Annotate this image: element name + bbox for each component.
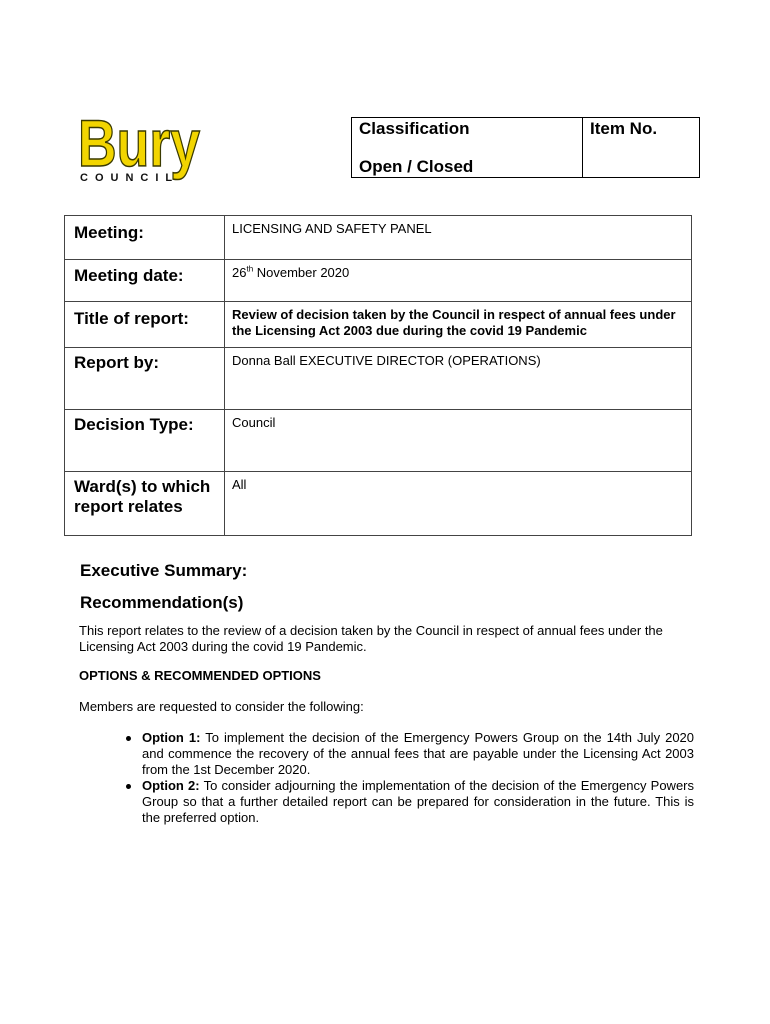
- list-item: [122, 778, 694, 826]
- table-row: [65, 472, 692, 536]
- intro-paragraph: This report relates to the review of a decision taken by the Council in respect of annual fees under the Licensing Act 2003 during the covid 19 Pandemic.: [79, 623, 663, 654]
- date-day: 26: [232, 265, 247, 280]
- option-text: To implement the decision of the Emergency Powers Group on the 14th July 2020 and commence the recovery of the annual fees that are payable under the Licensing Act 2003 from the 1st December 2020.: [142, 730, 695, 777]
- item-number-label: Item No.: [590, 119, 658, 138]
- report-by-label: Report by:: [65, 348, 225, 410]
- classification-value: Open / Closed: [359, 157, 474, 176]
- bullet-icon: [126, 736, 131, 741]
- classification-cell: [352, 118, 583, 177]
- options-list: [122, 730, 694, 826]
- table-row: [65, 216, 692, 260]
- wards-label: Ward(s) to which report relates: [65, 472, 225, 536]
- table-row: [65, 260, 692, 302]
- meeting-date-value: [225, 260, 692, 302]
- decision-type-label: Decision Type:: [65, 410, 225, 472]
- classification-box: [351, 117, 700, 178]
- table-row: [65, 302, 692, 348]
- recommendations-heading: Recommendation(s): [80, 593, 244, 612]
- table-row: [65, 410, 692, 472]
- date-suffix: th: [246, 264, 254, 274]
- option-label: Option 2:: [142, 778, 200, 793]
- bullet-icon: [126, 784, 131, 789]
- item-number-cell: [583, 118, 699, 177]
- members-paragraph: Members are requested to consider the following:: [79, 699, 364, 714]
- bury-council-logo: [77, 110, 203, 184]
- logo-word: Bury: [78, 110, 201, 180]
- executive-summary-heading: Executive Summary:: [80, 561, 248, 580]
- meeting-label: Meeting:: [65, 216, 225, 260]
- option-label: Option 1:: [142, 730, 201, 745]
- report-by-value: Donna Ball EXECUTIVE DIRECTOR (OPERATIONS): [225, 348, 692, 410]
- meeting-value: LICENSING AND SAFETY PANEL: [225, 216, 692, 260]
- date-rest: November 2020: [253, 265, 350, 280]
- classification-label: Classification: [359, 119, 470, 138]
- title-of-report-value: Review of decision taken by the Council in respect of annual fees under the Licensing Act 2003 due during the covid 19 Pandemic: [225, 302, 692, 348]
- report-details-table: [64, 215, 692, 536]
- meeting-date-label: Meeting date:: [65, 260, 225, 302]
- wards-value: All: [225, 472, 692, 536]
- decision-type-value: Council: [225, 410, 692, 472]
- option-text: To consider adjourning the implementation of the decision of the Emergency Powers Group so that a further detailed report can be prepared for consideration in the future. This is the preferred option.: [142, 778, 694, 825]
- logo-subtitle: COUNCIL: [80, 172, 180, 184]
- list-item: [122, 730, 694, 778]
- table-row: [65, 348, 692, 410]
- title-of-report-label: Title of report:: [65, 302, 225, 348]
- options-heading: OPTIONS & RECOMMENDED OPTIONS: [79, 668, 321, 683]
